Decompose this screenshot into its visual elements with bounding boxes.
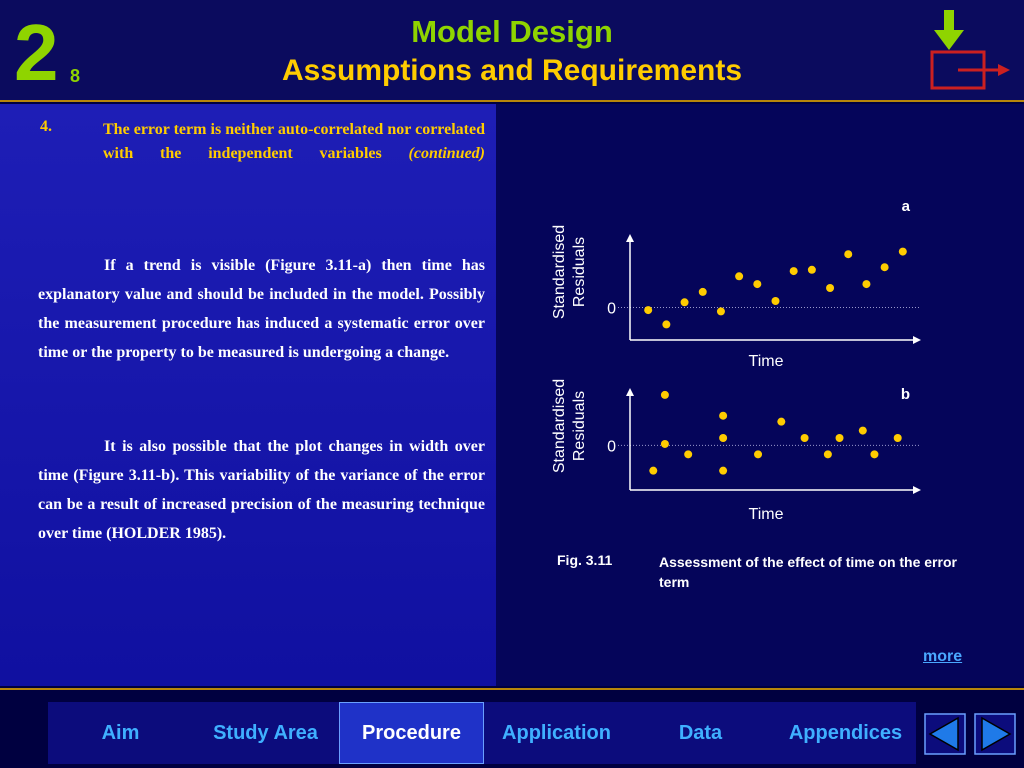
data-point xyxy=(661,391,669,399)
nav-item-data[interactable]: Data xyxy=(678,721,723,744)
data-point xyxy=(808,266,816,274)
citation-end: 1985). xyxy=(180,525,227,542)
y-axis-arrow xyxy=(626,234,634,242)
more-link[interactable]: more xyxy=(923,648,963,665)
x-axis-label: Time xyxy=(748,353,784,370)
item-heading xyxy=(103,118,485,165)
chapter-subnumber: 8 xyxy=(70,66,81,86)
nav-bar xyxy=(48,702,916,764)
data-point xyxy=(684,450,692,458)
zero-tick-label: 0 xyxy=(607,300,616,318)
scatter-plot-a xyxy=(551,198,921,370)
data-point xyxy=(826,284,834,292)
item-number: 4. xyxy=(40,118,52,135)
scatter-plot-b xyxy=(551,379,921,523)
y-axis-label: Standardised Residuals xyxy=(551,378,588,474)
chapter-number: 2 xyxy=(14,8,59,97)
data-point xyxy=(801,434,809,442)
data-point xyxy=(662,320,670,328)
data-point xyxy=(754,450,762,458)
page-subtitle: Assumptions and Requirements xyxy=(281,54,743,87)
data-point xyxy=(836,434,844,442)
y-axis-label: Standardised Residuals xyxy=(551,224,588,320)
nav-item-study-area[interactable]: Study Area xyxy=(213,721,318,744)
x-axis-label: Time xyxy=(748,506,784,523)
nav-item-application[interactable]: Application xyxy=(502,721,611,744)
data-point xyxy=(644,306,652,314)
data-point xyxy=(719,467,727,475)
down-arrow-into-box-icon xyxy=(926,6,1018,94)
data-point xyxy=(681,298,689,306)
data-point xyxy=(824,450,832,458)
x-axis-arrow xyxy=(913,486,921,494)
paragraph-trend: If a trend is visible (Figure 3.11-a) then time has explanatory value and should be included in the model. Possibly the measurement procedure has induced a systematic error over time or the property to be measured is undergoing a change. xyxy=(38,257,485,361)
footer-divider xyxy=(0,688,1024,690)
zero-tick-label: 0 xyxy=(607,438,616,456)
data-point xyxy=(862,280,870,288)
header xyxy=(0,0,1024,100)
paragraph-variance-text: It is also possible that the plot changes in width over time (Figure 3.11-b). This variability of the variance of the error can be a result of increased precision of the measuring technique over time ( xyxy=(38,438,485,542)
data-point xyxy=(844,250,852,258)
data-point xyxy=(719,434,727,442)
data-point xyxy=(719,412,727,420)
figure-caption-label: Fig. 3.11 xyxy=(557,552,613,568)
panel-label: a xyxy=(901,198,910,215)
residual-plots xyxy=(496,104,1024,534)
data-point xyxy=(649,467,657,475)
header-divider xyxy=(0,100,1024,102)
previous-page-button[interactable] xyxy=(924,713,966,755)
data-point xyxy=(870,450,878,458)
data-point xyxy=(894,434,902,442)
data-point xyxy=(772,297,780,305)
citation-rest: OLDER xyxy=(123,525,181,542)
citation-initial: H xyxy=(111,525,124,542)
figure-caption-text: Assessment of the effect of time on the error term xyxy=(659,554,957,590)
data-point xyxy=(661,440,669,448)
item-continued: (continued) xyxy=(408,144,485,162)
nav-item-appendices[interactable]: Appendices xyxy=(788,721,903,744)
nav-item-procedure[interactable]: Procedure xyxy=(339,702,484,764)
item-heading-text: The error term is neither auto-correlated nor correlated with the independent variables xyxy=(103,121,485,162)
next-page-button[interactable] xyxy=(974,713,1016,755)
data-point xyxy=(735,272,743,280)
data-point xyxy=(790,267,798,275)
y-axis-arrow xyxy=(626,388,634,396)
data-point xyxy=(881,263,889,271)
paragraph-variance xyxy=(38,432,485,548)
data-point xyxy=(777,418,785,426)
panel-label: b xyxy=(900,386,910,403)
data-point xyxy=(717,307,725,315)
data-point xyxy=(899,248,907,256)
text-panel xyxy=(0,104,496,686)
x-axis-arrow xyxy=(913,336,921,344)
nav-item-aim[interactable]: Aim xyxy=(101,721,140,744)
data-point xyxy=(699,288,707,296)
page-title: Model Design xyxy=(411,14,613,49)
data-point xyxy=(753,280,761,288)
data-point xyxy=(859,427,867,435)
